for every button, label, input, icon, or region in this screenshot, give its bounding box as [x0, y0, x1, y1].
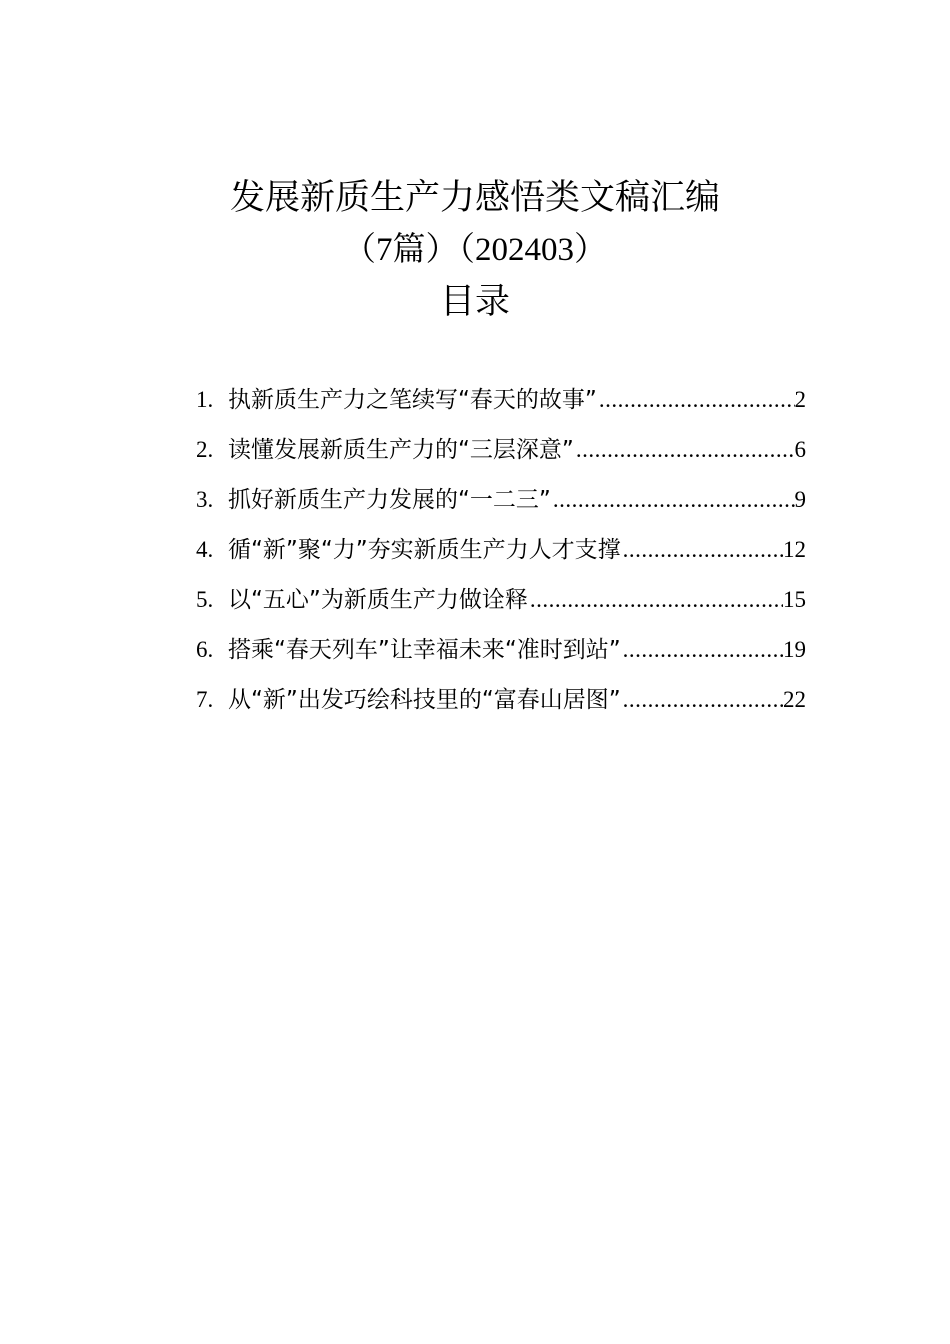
- toc-item[interactable]: [196, 575, 806, 625]
- toc-item[interactable]: [196, 525, 806, 575]
- title-line-count-date: （7篇）（202403）: [343, 232, 607, 268]
- toc-item-page: 19: [783, 637, 806, 662]
- toc-dot-leader: [621, 625, 783, 675]
- toc-item-number: 2.: [196, 437, 214, 462]
- toc-item-number: 6.: [196, 637, 214, 662]
- toc-item-title: 抓好新质生产力发展的“一二三”: [228, 487, 551, 513]
- toc-item-page: 6: [794, 437, 806, 462]
- toc-item-number: 7.: [196, 687, 214, 712]
- toc-item-title: 读懂发展新质生产力的“三层深意”: [228, 437, 574, 463]
- toc-item-page: 9: [794, 487, 806, 512]
- toc-item-number: 4.: [196, 537, 214, 562]
- toc-item-number: 5.: [196, 587, 214, 612]
- toc-dot-leader: [551, 475, 795, 525]
- toc-dot-leader: [574, 425, 795, 475]
- toc-item[interactable]: [196, 475, 806, 525]
- toc-item-page: 15: [783, 587, 806, 612]
- toc-item-page: 2: [794, 387, 806, 412]
- document-title: [0, 172, 950, 328]
- table-of-contents: [196, 375, 806, 725]
- toc-item[interactable]: [196, 625, 806, 675]
- toc-dot-leader: [597, 375, 795, 425]
- toc-heading: 目录: [439, 282, 510, 322]
- toc-item[interactable]: [196, 425, 806, 475]
- title-line-main: 发展新质生产力感悟类文稿汇编: [229, 178, 720, 218]
- toc-item-title: 搭乘“春天列车”让幸福未来“准时到站”: [228, 637, 621, 663]
- toc-dot-leader: [621, 675, 783, 725]
- toc-item[interactable]: [196, 675, 806, 725]
- toc-dot-leader: [621, 525, 783, 575]
- toc-item-number: 1.: [196, 387, 214, 412]
- toc-item-title: 执新质生产力之笔续写“春天的故事”: [228, 387, 597, 413]
- toc-item-title: 以“五心”为新质生产力做诠释: [228, 587, 528, 613]
- toc-item[interactable]: [196, 375, 806, 425]
- toc-item-title: 循“新”聚“力”夯实新质生产力人才支撑: [228, 537, 621, 563]
- toc-item-number: 3.: [196, 487, 214, 512]
- toc-item-page: 12: [783, 537, 806, 562]
- toc-item-title: 从“新”出发巧绘科技里的“富春山居图”: [228, 687, 621, 713]
- toc-dot-leader: [528, 575, 783, 625]
- toc-item-page: 22: [783, 687, 806, 712]
